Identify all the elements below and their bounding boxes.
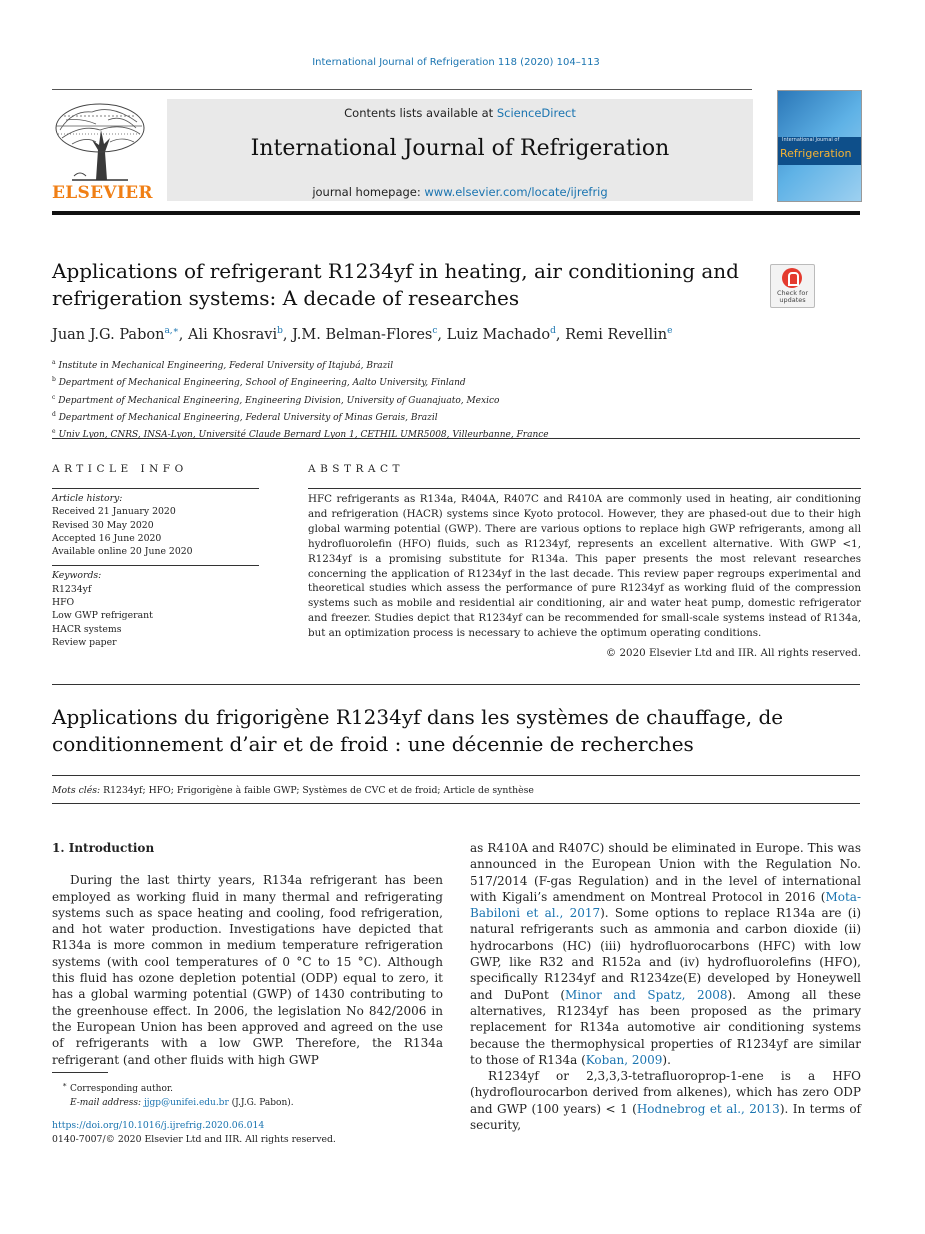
french-title: Applications du frigorigène R1234yf dans les systèmes de chauffage, de conditionnement d’air et de froid : une décennie de recherches	[52, 705, 784, 756]
reference-link[interactable]: Hodnebrog et al., 2013	[636, 1101, 780, 1116]
keyword[interactable]: R1234yf	[52, 583, 92, 595]
elsevier-wordmark: ELSEVIER	[52, 183, 153, 203]
mots-cles: Mots clés: R1234yf; HFO; Frigorigène à faible GWP; Systèmes de CVC et de froid; Article de synthèse	[52, 785, 534, 796]
author-affiliation-mark[interactable]: d	[550, 326, 556, 336]
reference-link[interactable]: Mota-Babiloni et al., 2017	[470, 889, 861, 921]
keyword[interactable]: HFO	[52, 597, 75, 609]
affiliation: $^e$ Univ Lyon, CNRS, INSA-Lyon, Université Claude Bernard Lyon 1, CETHIL UMR5008, Villeurbanne, France	[52, 428, 549, 441]
author[interactable]: J.M. Belman-Flores	[292, 326, 433, 343]
abstract	[308, 463, 861, 659]
bookmark-icon	[782, 268, 802, 288]
check-for-updates-button[interactable]	[770, 264, 815, 308]
author[interactable]: Juan J.G. Pabon	[52, 326, 165, 343]
author-affiliation-mark[interactable]: c	[432, 326, 438, 336]
footnote: ∗ Corresponding author. E-mail address: jjgp@unifei.edu.br (J.J.G. Pabon).	[52, 1072, 294, 1110]
author-affiliation-mark[interactable]: a,∗	[164, 326, 179, 336]
article-info	[52, 463, 259, 649]
paragraph: as R410A and R407C) should be eliminated in Europe. This was announced in the European Union with the Regulation No. 517/2014 (F-gas Regulation) and in the level of international with Kigali’s amendment on Montreal Protocol in 2016 (Mota-Babiloni et al., 2017). Some options to replace R134a are (i) natural refrigerants such as ammonia and carbon dioxide (ii) hydrocarbons (HC) (iii) hydrofluorocarbons (HFC) with low GWP, like R32 and R152a and (iv) hydrofluorolefins (HFO), specifically R1234yf and R1234ze(E) developed by Honeywell and DuPont (Minor and Spatz, 2008). Among all these alternatives, R1234yf has been proposed as the primary replacement for R134a automotive air conditioning systems because the thermophysical properties of R1234yf are similar to those of R134a (Koban, 2009).	[470, 841, 862, 1067]
footer	[52, 1119, 336, 1146]
divider	[308, 488, 861, 489]
author-affiliation-mark[interactable]: e	[667, 326, 673, 336]
keywords: Keywords: R1234yf HFO Low GWP refrigerant HACR systems Review paper	[52, 569, 259, 649]
header-bottom-rule	[52, 211, 860, 215]
divider	[52, 775, 860, 776]
affiliation: $^a$ Institute in Mechanical Engineering, Federal University of Itajubá, Brazil	[52, 359, 394, 371]
author[interactable]: Ali Khosravi	[188, 326, 278, 343]
journal-name: International Journal of Refrigeration	[250, 136, 670, 161]
affiliation: $^b$ Department of Mechanical Engineering, School of Engineering, Aalto University, Finland	[52, 376, 466, 389]
abstract-copyright: © 2020 Elsevier Ltd and IIR. All rights reserved.	[605, 647, 861, 660]
body-left-column	[52, 840, 443, 1068]
divider	[52, 803, 860, 804]
paragraph: During the last thirty years, R134a refrigerant has been employed as working fluid in many thermal and refrigerating systems such as space heating and cooling, food refrigeration, and hot water production. Investigations have depicted that R134a is more common in medium temperature refrigeration systems (with cool temperatures of 0 °C to 15 °C). Although this fluid has ozone depletion potential (ODP) equal to zero, it has a global warming potential (GWP) of 1430 contributing to the greenhouse effect. In 2006, the legislation No 842/2006 in the European Union has been approved and agreed on the use of refrigerants with a low GWP. Therefore, the R134a refrigerant (and other fluids with high GWP	[52, 873, 443, 1067]
journal-cover-image[interactable]	[777, 90, 862, 202]
footnote-rule	[52, 1072, 108, 1073]
journal-citation[interactable]: International Journal of Refrigeration 118 (2020) 104–113	[312, 57, 600, 68]
keyword[interactable]: Low GWP refrigerant	[52, 610, 153, 622]
author[interactable]: Remi Revellin	[565, 326, 668, 343]
journal-homepage-link[interactable]: www.elsevier.com/locate/ijrefrig	[424, 185, 608, 199]
affiliation-list	[52, 356, 549, 442]
reference-link[interactable]: Minor and Spatz, 2008	[565, 987, 728, 1002]
reference-link[interactable]: Koban, 2009	[585, 1052, 663, 1067]
keyword[interactable]: HACR systems	[52, 623, 122, 635]
header-top-rule	[52, 89, 752, 90]
abstract-heading: ABSTRACT	[308, 463, 405, 475]
divider	[52, 438, 860, 439]
section-heading: 1. Introduction	[52, 841, 155, 855]
author-affiliation-mark[interactable]: b	[277, 326, 283, 336]
cover-title: Refrigeration	[780, 147, 852, 160]
author[interactable]: Luiz Machado	[446, 326, 551, 343]
abstract-text: HFC refrigerants as R134a, R404A, R407C and R410A are commonly used in heating, air conditioning and refrigeration (HACR) systems since Kyoto protocol. However, they are phased-out due to their high global warming potential (GWP). There are various options to replace high GWP refrigerants, among all hydrofluorolefin (HFO) fluids, such as R1234yf, represents an excellent alternative. With GWP <1, R1234yf is a promising substitute for R134a. This paper presents the most relevant researches concerning the application of R1234yf in the last decade. This review paper regroups experimental and theoretical studies which assess the performance of pure R1234yf as working fluid of the compression systems such as mobile and residential air conditioning, air and water heat pump, domestic refrigerator and freezer. Studies depict that R1234yf can be recommended for small-scale systems instead of R134a, but an optimization process is necessary to achieve the optimum operating conditions.	[308, 493, 861, 640]
check-updates-label: Check for updates	[777, 289, 808, 304]
affiliation: $^d$ Department of Mechanical Engineering, Federal University of Minas Gerais, Brazil	[52, 410, 438, 423]
keyword[interactable]: Review paper	[52, 636, 117, 648]
article-info-heading: ARTICLE INFO	[52, 463, 188, 475]
issn-line: 0140-7007/© 2020 Elsevier Ltd and IIR. All rights reserved.	[52, 1133, 336, 1145]
journal-banner	[167, 99, 753, 201]
sciencedirect-link[interactable]: ScienceDirect	[496, 106, 576, 120]
affiliation: $^c$ Department of Mechanical Engineering, Engineering Division, University of Guanajuato, Mexico	[52, 393, 500, 406]
divider	[52, 684, 860, 685]
doi-link[interactable]: https://doi.org/10.1016/j.ijrefrig.2020.06.014	[52, 1120, 265, 1131]
paragraph: R1234yf or 2,3,3,3-tetrafluoroprop-1-ene is a HFO (hydroflourocarbon derived from alkenes), which has zero ODP and GWP (100 years) < 1 (Hodnebrog et al., 2013). In terms of security,	[470, 1069, 861, 1133]
contents-line: Contents lists available at ScienceDirect	[344, 106, 576, 120]
divider	[52, 565, 259, 566]
email-link[interactable]: jjgp@unifei.edu.br	[143, 1098, 229, 1108]
divider	[52, 488, 259, 489]
cover-subtitle: International Journal of	[782, 137, 840, 143]
body-right-column	[470, 840, 861, 1133]
homepage-line: journal homepage: www.elsevier.com/locate/ijrefrig	[312, 185, 608, 199]
author-list: Juan J.G. Pabon$^{a,∗}$, Ali Khosravi$^b$, J.M. Belman-Flores$^c$, Luiz Machado$^d$, Remi Revellin$^e$	[52, 326, 673, 343]
article-title: Applications of refrigerant R1234yf in heating, air conditioning and refrigeration systems: A decade of researches	[52, 259, 739, 310]
article-history: Article history: Received 21 January 2020 Revised 30 May 2020 Accepted 16 June 2020 Available online 20 June 2020	[52, 493, 193, 558]
